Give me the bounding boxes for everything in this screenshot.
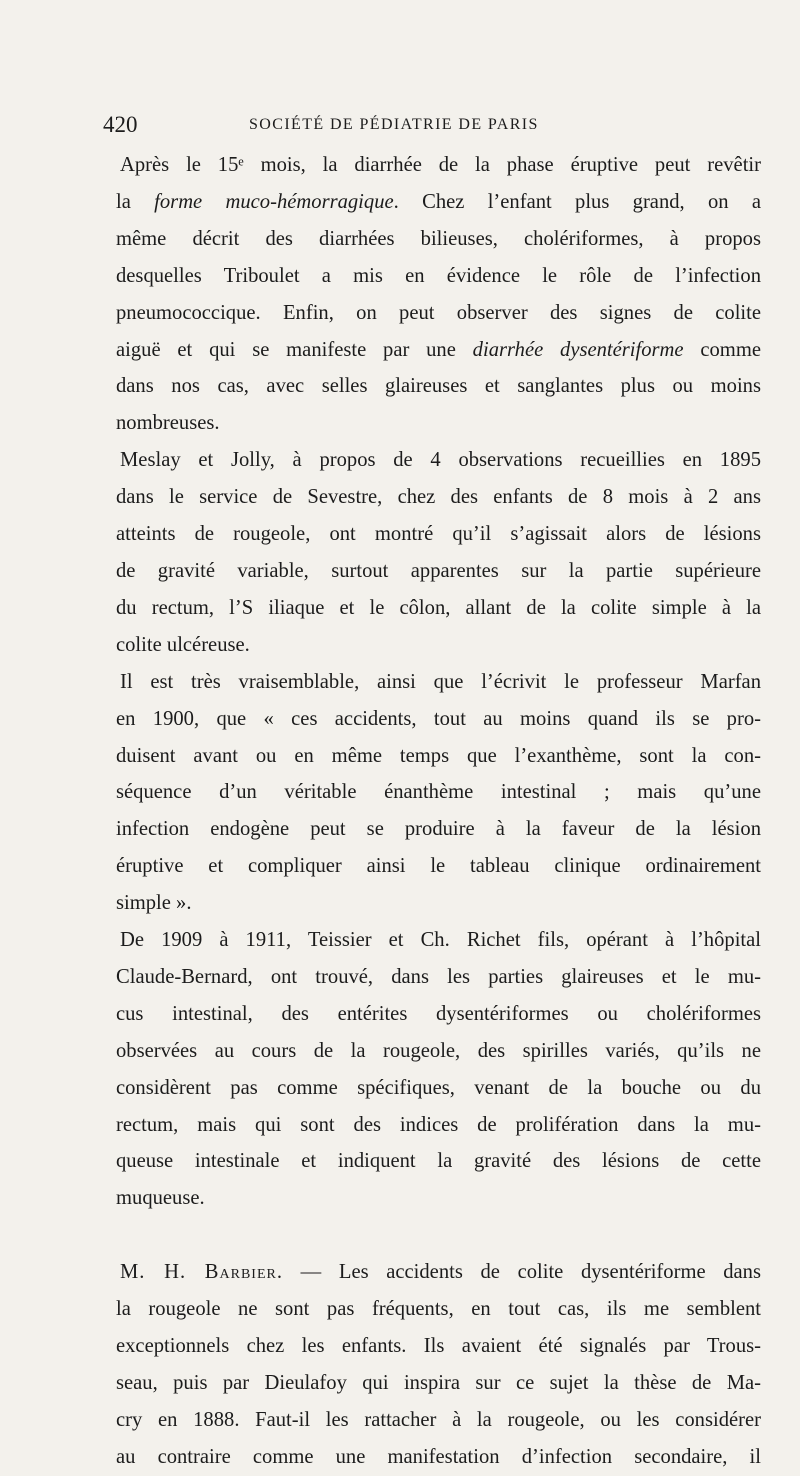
text-line: dans nos cas, avec selles glaireuses et sanglantes plus ou moins <box>116 375 761 398</box>
text-line: duisent avant ou en même temps que l’exanthème, sont la con- <box>116 744 761 767</box>
text-line: atteints de rougeole, ont montré qu’il s’agissait alors de lésions <box>116 523 761 546</box>
text-line: au contraire comme une manifestation d’infection secondaire, il <box>116 1445 761 1468</box>
text-line: aiguë et qui se manifeste par une diarrhée dysentériforme comme <box>116 338 761 361</box>
text-line: queuse intestinale et indiquent la gravité des lésions de cette <box>116 1150 761 1173</box>
text-line <box>116 1254 761 1291</box>
running-title: SOCIÉTÉ DE PÉDIATRIE DE PARIS <box>249 116 539 133</box>
text-line: Meslay et Jolly, à propos de 4 observations recueillies en 1895 <box>120 449 761 472</box>
text-line: muqueuse. <box>116 1187 205 1210</box>
text-line: Après le 15ᵉ mois, la diarrhée de la phase éruptive peut revêtir <box>120 154 761 176</box>
paragraph-4 <box>116 922 761 1217</box>
text-line: simple ». <box>116 892 192 915</box>
text-line: colite ulcéreuse. <box>116 633 250 656</box>
text-line: dans le service de Sevestre, chez des enfants de 8 mois à 2 ans <box>116 486 761 509</box>
paragraph-separator <box>116 1217 761 1254</box>
page-header <box>103 112 703 142</box>
emphasis: forme muco-hémorragique <box>154 190 394 213</box>
text-line: en 1900, que « ces accidents, tout au moins quand ils se pro- <box>116 707 761 730</box>
paragraph-barbier <box>116 1254 761 1475</box>
text-line: seau, puis par Dieulafoy qui inspira sur ce sujet la thèse de Ma- <box>116 1372 761 1394</box>
text-line: séquence d’un véritable énanthème intestinal ; mais qu’une <box>116 781 761 804</box>
text-line: la forme muco-hémorragique. Chez l’enfant plus grand, on a <box>116 190 761 213</box>
text-line: pneumococcique. Enfin, on peut observer des signes de colite <box>116 301 761 324</box>
text-line: cry en 1888. Faut-il les rattacher à la rougeole, ou les considérer <box>116 1408 761 1431</box>
text-line: observées au cours de la rougeole, des spirilles variés, qu’ils ne <box>116 1039 761 1062</box>
text-line: Il est très vraisemblable, ainsi que l’écrivit le professeur Marfan <box>120 670 761 693</box>
text-line: éruptive et compliquer ainsi le tableau clinique ordinairement <box>116 855 761 878</box>
paragraph-2 <box>116 442 761 663</box>
page-number: 420 <box>103 112 138 137</box>
paragraph-1 <box>116 147 761 442</box>
text-line: la rougeole ne sont pas fréquents, en tout cas, ils me semblent <box>116 1298 761 1321</box>
text-line: Claude-Bernard, ont trouvé, dans les parties glaireuses et le mu- <box>116 965 761 988</box>
text-line: du rectum, l’S iliaque et le côlon, allant de la colite simple à la <box>116 596 761 619</box>
text-line: rectum, mais qui sont des indices de prolifération dans la mu- <box>116 1113 761 1136</box>
text-line: même décrit des diarrhées bilieuses, cholériformes, à propos <box>116 227 761 250</box>
text-line: considèrent pas comme spécifiques, venant de la bouche ou du <box>116 1076 761 1099</box>
text-line: nombreuses. <box>116 412 220 435</box>
text-line: desquelles Triboulet a mis en évidence le rôle de l’infection <box>116 264 761 287</box>
speaker-name: M. H. Barbier. <box>120 1261 283 1284</box>
text-line: infection endogène peut se produire à la faveur de la lésion <box>116 818 761 841</box>
text-line: cus intestinal, des entérites dysentériformes ou cholériformes <box>116 1002 761 1025</box>
paragraph-3 <box>116 664 761 922</box>
text-line: De 1909 à 1911, Teissier et Ch. Richet fils, opérant à l’hôpital <box>120 929 761 952</box>
emphasis: diarrhée dysentériforme <box>472 338 684 361</box>
text-line: exceptionnels chez les enfants. Ils avaient été signalés par Trous- <box>116 1335 761 1358</box>
text-line: de gravité variable, surtout apparentes sur la partie supérieure <box>116 559 761 582</box>
speaker-text: — Les accidents de colite dysentériforme dans <box>300 1261 761 1284</box>
body-text <box>116 147 761 1476</box>
